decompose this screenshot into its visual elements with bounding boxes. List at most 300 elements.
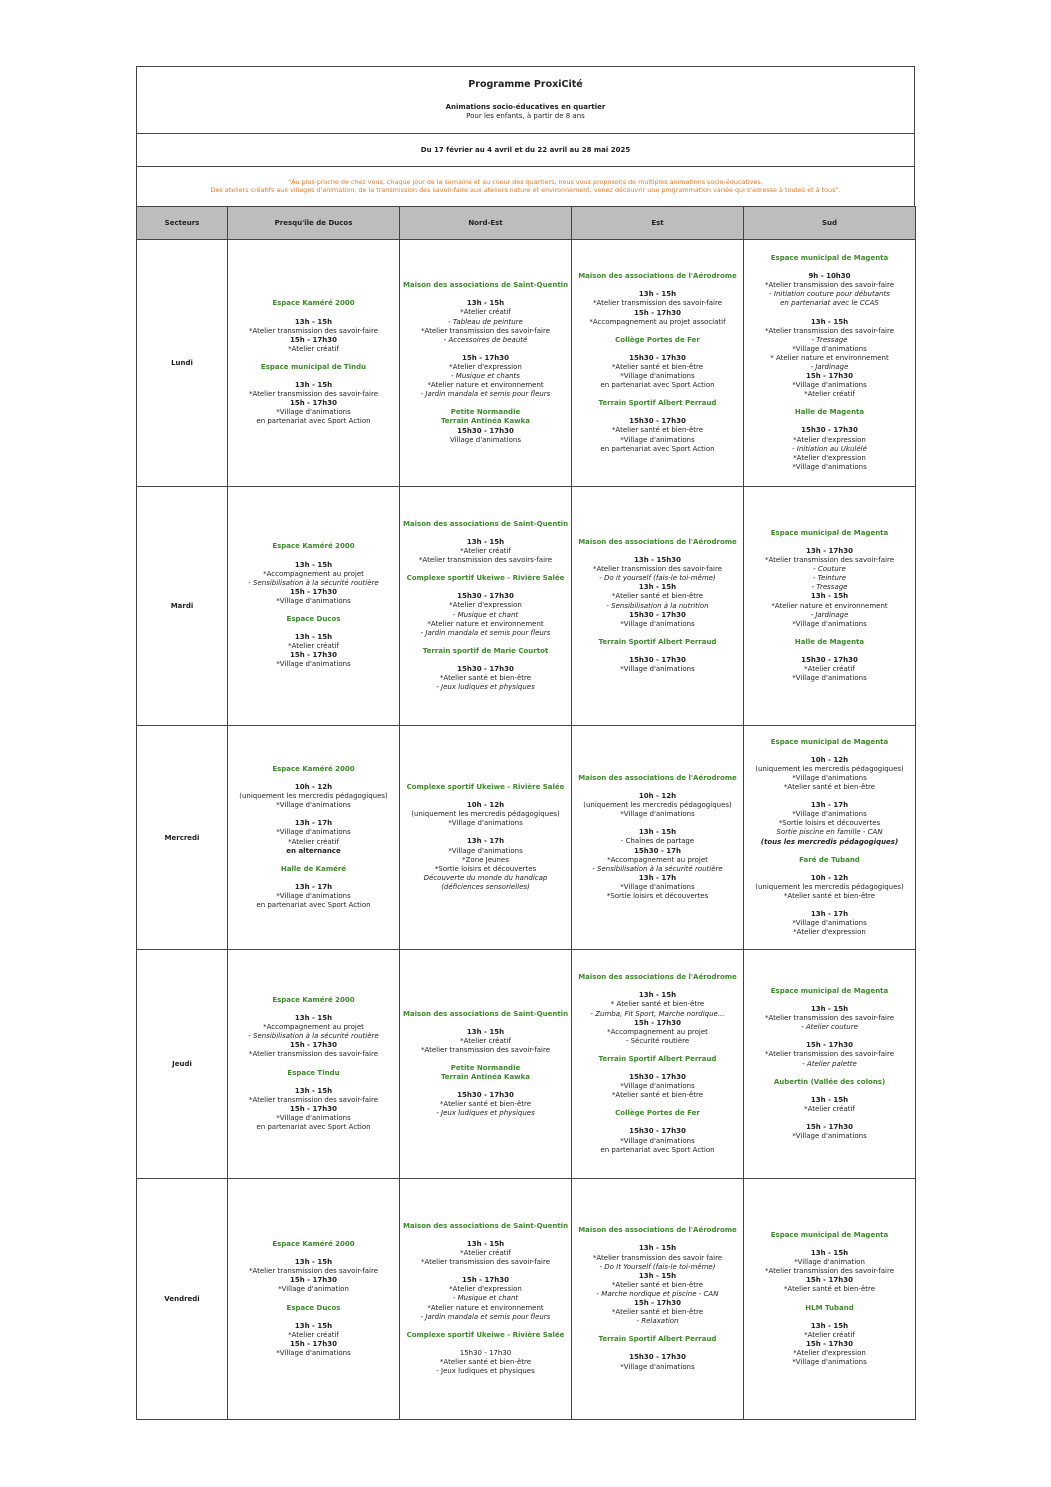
venue-name: Petite Normandie bbox=[450, 1063, 521, 1072]
spacer bbox=[745, 865, 914, 874]
activity-detail: - Tableau de peinture bbox=[448, 317, 523, 326]
spacer bbox=[401, 1082, 570, 1091]
activity-line: *Atelier d'expression bbox=[793, 928, 866, 937]
time-slot: 13h - 15h bbox=[638, 290, 677, 299]
activity-line: *Atelier créatif bbox=[288, 642, 339, 651]
audience-text: Pour les enfants, à partir de 8 ans bbox=[466, 112, 585, 120]
time-slot: 13h - 15h bbox=[466, 1027, 505, 1036]
spacer bbox=[229, 774, 398, 783]
column-header-ducos: Presqu'île de Ducos bbox=[228, 207, 400, 240]
time-slot: 15h30 - 17h bbox=[634, 846, 681, 855]
spacer bbox=[745, 417, 914, 426]
activity-line: *Village d'animations bbox=[276, 408, 351, 417]
activity-line: *Village d'animations bbox=[620, 810, 695, 819]
time-slot: 13h - 15h bbox=[638, 583, 677, 592]
time-slot: 15h - 17h30 bbox=[290, 587, 337, 596]
activity-detail: - Sensibilisation à la sécurité routière bbox=[248, 1032, 379, 1041]
day-row bbox=[137, 950, 916, 1179]
column-header-sud: Sud bbox=[744, 207, 916, 240]
spacer bbox=[573, 629, 742, 638]
time-slot: 15h30 - 17h30 bbox=[629, 417, 686, 426]
activity-line: *Village d'animations bbox=[792, 1131, 867, 1140]
activity-line: *Village d'animation bbox=[794, 1258, 865, 1267]
venue-name: Espace Kaméré 2000 bbox=[272, 542, 355, 551]
spacer bbox=[573, 819, 742, 828]
spacer bbox=[745, 1295, 914, 1304]
time-slot: 15h30 - 17h30 bbox=[457, 592, 514, 601]
activity-detail: Découverte du monde du handicap bbox=[423, 873, 548, 882]
time-slot: 15h - 17h30 bbox=[634, 308, 681, 317]
activity-line: - Sécurité routière bbox=[625, 1036, 690, 1045]
time-slot: 15h - 17h30 bbox=[290, 399, 337, 408]
time-slot: 15h30 - 17h30 bbox=[457, 664, 514, 673]
time-slot: 13h - 15h bbox=[294, 633, 333, 642]
time-slot: 13h - 15h bbox=[638, 1271, 677, 1280]
schedule-cell bbox=[228, 487, 400, 726]
spacer bbox=[573, 647, 742, 656]
activity-line: *Atelier créatif bbox=[804, 1104, 855, 1113]
spacer bbox=[401, 1322, 570, 1331]
activity-line: *Atelier d'expression bbox=[449, 362, 522, 371]
activity-line: *Atelier transmission des savoirs-faire bbox=[418, 556, 553, 565]
activity-line: *Village d'animations bbox=[276, 1348, 351, 1357]
venue-name: Halle de Magenta bbox=[794, 408, 865, 417]
activity-line: *Village d'animations bbox=[792, 674, 867, 683]
activity-line: *Atelier nature et environnement bbox=[427, 1303, 544, 1312]
time-slot: 15h - 17h30 bbox=[806, 1276, 853, 1285]
spacer bbox=[401, 565, 570, 574]
title-block bbox=[136, 66, 915, 133]
activity-line: *Accompagnement au projet bbox=[263, 1023, 364, 1032]
venue-name: Espace Kaméré 2000 bbox=[272, 1240, 355, 1249]
activity-line: en partenariat avec Sport Action bbox=[256, 900, 371, 909]
activity-line: *Village d'animations bbox=[620, 372, 695, 381]
activity-detail: - Musique et chants bbox=[451, 372, 520, 381]
activity-line: en partenariat avec Sport Action bbox=[600, 1145, 715, 1154]
spacer bbox=[573, 547, 742, 556]
activity-line: *Village d'animations bbox=[276, 891, 351, 900]
column-header-nord-est: Nord-Est bbox=[400, 207, 572, 240]
activity-line: *Atelier transmission des savoir-faire bbox=[420, 1045, 551, 1054]
activity-line: 15h30 - 17h30 bbox=[459, 1348, 512, 1357]
venue-name: Complexe sportif Ukeiwe - Rivière Salée bbox=[406, 783, 565, 792]
date-range: Du 17 février au 4 avril et du 22 avril au 28 mai 2025 bbox=[420, 146, 631, 154]
activity-line: *Atelier créatif bbox=[460, 547, 511, 556]
activity-line: *Atelier créatif bbox=[288, 837, 339, 846]
activity-line: *Atelier transmission des savoir-faire bbox=[764, 1014, 895, 1023]
activity-detail: - Do It Yourself (fais-le toi-même) bbox=[599, 1262, 716, 1271]
activity-line: *Village d'animations bbox=[620, 1362, 695, 1371]
time-slot: 15h30 - 17h30 bbox=[629, 1353, 686, 1362]
spacer bbox=[229, 606, 398, 615]
time-slot: 15h - 17h30 bbox=[290, 651, 337, 660]
spacer bbox=[573, 1344, 742, 1353]
spacer bbox=[745, 1313, 914, 1322]
time-slot: 15h - 17h30 bbox=[634, 1299, 681, 1308]
schedule-cell bbox=[228, 726, 400, 950]
time-slot: 13h - 15h bbox=[294, 317, 333, 326]
venue-name: Espace municipal de Magenta bbox=[770, 1230, 889, 1239]
activity-line: *Village d'animations bbox=[620, 435, 695, 444]
venue-name: Espace Kaméré 2000 bbox=[272, 764, 355, 773]
time-slot: 15h - 17h30 bbox=[290, 1041, 337, 1050]
page-title: Programme ProxiCité bbox=[468, 79, 583, 90]
activity-line: *Atelier santé et bien-être bbox=[439, 1357, 532, 1366]
venue-name: Terrain Antinéa Kawka bbox=[440, 1073, 531, 1082]
spacer bbox=[401, 345, 570, 354]
time-slot: 15h - 17h30 bbox=[806, 372, 853, 381]
day-label: Lundi bbox=[137, 240, 228, 487]
header-row bbox=[137, 207, 916, 240]
activity-line: *Atelier créatif bbox=[460, 1249, 511, 1258]
spacer bbox=[745, 1032, 914, 1041]
activity-detail: - Musique et chant bbox=[452, 1294, 519, 1303]
activity-line: * Atelier santé et bien-être bbox=[610, 1000, 705, 1009]
activity-detail: - Atelier couture bbox=[801, 1023, 858, 1032]
activity-line: *Village d'animations bbox=[620, 1136, 695, 1145]
schedule-cell bbox=[572, 1179, 744, 1420]
time-slot: 15h - 17h30 bbox=[290, 335, 337, 344]
spacer bbox=[229, 1005, 398, 1014]
time-slot: 13h - 17h bbox=[294, 819, 333, 828]
day-label: Mardi bbox=[137, 487, 228, 726]
venue-name: Maison des associations de Saint-Quentin bbox=[402, 1221, 569, 1230]
activity-line: *Atelier transmission des savoir-faire bbox=[248, 326, 379, 335]
schedule-cell bbox=[572, 240, 744, 487]
column-header-secteurs: Secteurs bbox=[137, 207, 228, 240]
activity-detail: - Sensibilisation à la sécurité routière bbox=[592, 864, 723, 873]
venue-name: Espace municipal de Magenta bbox=[770, 254, 889, 263]
activity-line: *Atelier d'expression bbox=[449, 1285, 522, 1294]
schedule-cell bbox=[400, 487, 572, 726]
spacer bbox=[745, 996, 914, 1005]
time-slot: 13h - 17h bbox=[810, 801, 849, 810]
activity-line: *Atelier d'expression bbox=[793, 1348, 866, 1357]
time-slot: 13h - 15h bbox=[294, 1086, 333, 1095]
venue-name: Espace municipal de Magenta bbox=[770, 986, 889, 995]
spacer bbox=[401, 583, 570, 592]
activity-line: *Village d'animations bbox=[620, 882, 695, 891]
time-slot: 15h - 17h30 bbox=[290, 1104, 337, 1113]
spacer bbox=[745, 538, 914, 547]
activity-line: *Atelier transmission des savoir-faire bbox=[592, 565, 723, 574]
spacer bbox=[573, 1100, 742, 1109]
activity-line: *Atelier nature et environnement bbox=[427, 619, 544, 628]
activity-line: *Atelier santé et bien-être bbox=[783, 783, 876, 792]
activity-detail: en partenariat avec le CCAS bbox=[780, 299, 879, 308]
venue-name: Terrain Sportif Albert Perraud bbox=[598, 399, 717, 408]
venue-name: Faré de Tuband bbox=[799, 855, 860, 864]
activity-detail: - Accessoires de beauté bbox=[443, 335, 528, 344]
time-slot: 15h30 - 17h30 bbox=[629, 1127, 686, 1136]
activity-detail: - Initiation au Ukulélé bbox=[792, 444, 867, 453]
time-slot: en alternance bbox=[286, 846, 341, 855]
spacer bbox=[401, 656, 570, 665]
activity-detail: - Do it yourself (fais-le toi-même) bbox=[599, 574, 716, 583]
schedule-cell bbox=[228, 950, 400, 1179]
intro-line: "Au plus proche de chez vous, chaque jour de la semaine et au coeur des quartiers, nous vous proposons de multiples animations socio-éducatives. bbox=[288, 178, 763, 186]
activity-detail: - Tressage bbox=[811, 583, 848, 592]
schedule-cell bbox=[400, 240, 572, 487]
spacer bbox=[229, 354, 398, 363]
spacer bbox=[229, 874, 398, 883]
venue-name: Petite Normandie bbox=[450, 408, 521, 417]
spacer bbox=[573, 1064, 742, 1073]
activity-detail: - Jardin mandala et semis pour fleurs bbox=[420, 1312, 551, 1321]
time-slot: 13h - 15h bbox=[294, 1014, 333, 1023]
activity-detail: - Jardinage bbox=[810, 610, 849, 619]
column-header-est: Est bbox=[572, 207, 744, 240]
schedule-table bbox=[136, 206, 916, 1420]
venue-name: Maison des associations de l'Aérodrome bbox=[578, 973, 737, 982]
venue-name: Maison des associations de l'Aérodrome bbox=[578, 773, 737, 782]
time-slot: 15h - 17h30 bbox=[806, 1041, 853, 1050]
spacer bbox=[745, 901, 914, 910]
spacer bbox=[229, 624, 398, 633]
activity-line: *Atelier santé et bien-être bbox=[611, 1091, 704, 1100]
activity-line: *Village d'animations bbox=[620, 619, 695, 628]
activity-note: (tous les mercredis pédagogiques) bbox=[760, 837, 899, 846]
activity-line: (uniquement les mercredis pédagogiques) bbox=[239, 792, 388, 801]
intro-block bbox=[136, 166, 915, 206]
dates-block bbox=[136, 133, 915, 166]
venue-name: Espace municipal de Magenta bbox=[770, 737, 889, 746]
activity-detail: (déficiences sensorielles) bbox=[441, 882, 530, 891]
activity-line: *Atelier santé et bien-être bbox=[611, 592, 704, 601]
time-slot: 15h30 - 17h30 bbox=[629, 353, 686, 362]
time-slot: 13h - 15h bbox=[638, 991, 677, 1000]
spacer bbox=[745, 263, 914, 272]
activity-detail: - Jardin mandala et semis pour fleurs bbox=[420, 628, 551, 637]
activity-line: (uniquement les mercredis pédagogiques) bbox=[411, 810, 560, 819]
spacer bbox=[573, 1118, 742, 1127]
venue-name: Maison des associations de Saint-Quentin bbox=[402, 519, 569, 528]
activity-line: *Atelier transmission des savoir-faire bbox=[764, 556, 895, 565]
activity-line: *Village d'animations bbox=[276, 660, 351, 669]
day-label: Jeudi bbox=[137, 950, 228, 1179]
time-slot: 13h - 15h bbox=[466, 299, 505, 308]
spacer bbox=[573, 1046, 742, 1055]
venue-name: Terrain sportif de Marie Courtot bbox=[422, 646, 549, 655]
venue-name: Espace Kaméré 2000 bbox=[272, 299, 355, 308]
activity-line: *Sortie loisirs et découvertes bbox=[606, 891, 709, 900]
activity-detail: Sortie piscine en famille - CAN bbox=[776, 828, 883, 837]
schedule-cell bbox=[744, 950, 916, 1179]
activity-line: *Village d'animations bbox=[792, 773, 867, 782]
spacer bbox=[745, 747, 914, 756]
activity-line: *Sortie loisirs et découvertes bbox=[778, 819, 881, 828]
venue-name: Collège Portes de Fer bbox=[615, 1109, 700, 1118]
activity-line: Village d'animations bbox=[450, 435, 521, 444]
schedule-cell bbox=[228, 1179, 400, 1420]
activity-detail: - Jeux ludiques et physiques bbox=[436, 1109, 535, 1118]
activity-detail: - Sensibilisation à la sécurité routière bbox=[248, 578, 379, 587]
spacer bbox=[401, 399, 570, 408]
day-row bbox=[137, 487, 916, 726]
time-slot: 10h - 12h bbox=[810, 755, 849, 764]
time-slot: 13h - 17h bbox=[638, 873, 677, 882]
intro-line: Des ateliers créatifs aux villages d'animation, de la transmission des savoir-faire aux ateliers nature et environnement, venez découvrir une programmation variée qui s'adresse à toutes et à tous". bbox=[210, 186, 841, 194]
venue-name: Espace Ducos bbox=[286, 1303, 341, 1312]
activity-line: *Atelier transmission des savoir-faire bbox=[420, 326, 551, 335]
activity-detail: - Jardinage bbox=[810, 363, 849, 371]
activity-line: (uniquement les mercredis pédagogiques) bbox=[583, 801, 732, 810]
activity-detail: - Musique et chant bbox=[452, 610, 519, 619]
schedule-cell bbox=[744, 487, 916, 726]
activity-line: *Atelier nature et environnement bbox=[427, 381, 544, 390]
venue-name: Terrain Sportif Albert Perraud bbox=[598, 1335, 717, 1344]
schedule-cell bbox=[744, 240, 916, 487]
spacer bbox=[401, 529, 570, 538]
activity-detail: - Teinture bbox=[812, 574, 847, 583]
activity-line: *Village d'animations bbox=[448, 846, 523, 855]
activity-detail: - Zumba, Fit Sport, Marche nordique... bbox=[590, 1009, 725, 1018]
venue-name: Espace municipal de Magenta bbox=[770, 528, 889, 537]
spacer bbox=[229, 1078, 398, 1087]
activity-line: *Accompagnement au projet associatif bbox=[589, 317, 726, 326]
venue-name: Maison des associations de l'Aérodrome bbox=[578, 272, 737, 281]
time-slot: 10h - 12h bbox=[810, 873, 849, 882]
activity-line: *Atelier transmission des savoir-faire bbox=[764, 326, 895, 335]
time-slot: 15h - 17h30 bbox=[462, 1276, 509, 1285]
spacer bbox=[401, 1267, 570, 1276]
time-slot: 15h30 - 17h30 bbox=[457, 1091, 514, 1100]
activity-line: *Atelier créatif bbox=[288, 1330, 339, 1339]
programme-sheet bbox=[136, 66, 915, 1420]
time-slot: 13h - 15h bbox=[294, 381, 333, 390]
activity-line: *Atelier d'expression bbox=[449, 601, 522, 610]
time-slot: 13h - 15h bbox=[294, 1321, 333, 1330]
spacer bbox=[229, 309, 398, 318]
venue-name: Halle de Magenta bbox=[794, 637, 865, 646]
schedule-cell bbox=[400, 950, 572, 1179]
activity-line: *Atelier santé et bien-être bbox=[611, 1280, 704, 1289]
activity-line: *Atelier créatif bbox=[460, 308, 511, 317]
spacer bbox=[745, 1240, 914, 1249]
spacer bbox=[401, 1055, 570, 1064]
spacer bbox=[745, 1087, 914, 1096]
schedule-cell bbox=[572, 487, 744, 726]
spacer bbox=[745, 792, 914, 801]
venue-name: Maison des associations de l'Aérodrome bbox=[578, 537, 737, 546]
activity-line: *Atelier transmission des savoir-faire bbox=[248, 1050, 379, 1059]
activity-line: *Accompagnement au projet bbox=[263, 569, 364, 578]
activity-line: *Atelier transmission des savoir-faire bbox=[592, 299, 723, 308]
activity-line: *Atelier santé et bien-être bbox=[611, 426, 704, 435]
time-slot: 10h - 12h bbox=[466, 801, 505, 810]
time-slot: 13h - 17h bbox=[466, 837, 505, 846]
venue-name: Espace Ducos bbox=[286, 615, 341, 624]
activity-line: *Atelier transmission des savoir-faire bbox=[764, 1050, 895, 1059]
activity-line: *Atelier transmission des savoir-faire bbox=[248, 390, 379, 399]
time-slot: 15h - 17h30 bbox=[290, 1339, 337, 1348]
time-slot: 13h - 15h30 bbox=[634, 556, 681, 565]
spacer bbox=[573, 390, 742, 399]
time-slot: 15h - 17h30 bbox=[290, 1276, 337, 1285]
activity-line: *Atelier créatif bbox=[804, 1330, 855, 1339]
spacer bbox=[745, 309, 914, 318]
time-slot: 15h30 - 17h30 bbox=[801, 655, 858, 664]
activity-detail: - Initiation couture pour débutants bbox=[769, 290, 890, 299]
activity-detail: - Jardin mandala et semis pour fleurs bbox=[420, 390, 551, 399]
spacer bbox=[401, 290, 570, 299]
activity-line: *Atelier transmission des savoir-faire bbox=[420, 1258, 551, 1267]
activity-line: en partenariat avec Sport Action bbox=[256, 417, 371, 426]
time-slot: 13h - 15h bbox=[294, 1258, 333, 1267]
activity-detail: - Couture bbox=[813, 565, 846, 574]
venue-name: Collège Portes de Fer bbox=[615, 335, 700, 344]
activity-line: *Atelier créatif bbox=[804, 664, 855, 673]
spacer bbox=[229, 1295, 398, 1304]
time-slot: 15h - 17h30 bbox=[634, 1018, 681, 1027]
activity-line: *Village d'animations bbox=[620, 664, 695, 673]
time-slot: 15h30 - 17h30 bbox=[629, 1073, 686, 1082]
activity-line: *Village d'animations bbox=[792, 1357, 867, 1366]
schedule-cell bbox=[400, 1179, 572, 1420]
venue-name: Terrain Antinéa Kawka bbox=[440, 417, 531, 426]
activity-line: *Village d'animation bbox=[278, 1285, 349, 1294]
venue-name: Halle de Kaméré bbox=[280, 864, 347, 873]
page-subtitle: Animations socio-éducatives en quartier bbox=[445, 103, 606, 111]
schedule-cell bbox=[744, 726, 916, 950]
activity-detail: - Jeux ludiques et physiques bbox=[436, 683, 535, 692]
spacer bbox=[401, 1019, 570, 1028]
venue-name: Espace Kaméré 2000 bbox=[272, 995, 355, 1004]
time-slot: 13h - 15h bbox=[466, 1239, 505, 1248]
schedule-cell bbox=[572, 950, 744, 1179]
venue-name: Maison des associations de l'Aérodrome bbox=[578, 1226, 737, 1235]
spacer bbox=[573, 783, 742, 792]
time-slot: 15h - 17h30 bbox=[462, 353, 509, 362]
activity-line: *Atelier créatif bbox=[288, 344, 339, 353]
spacer bbox=[745, 847, 914, 856]
time-slot: 10h - 12h bbox=[638, 792, 677, 801]
spacer bbox=[401, 792, 570, 801]
time-slot: 15h30 - 17h30 bbox=[801, 426, 858, 435]
activity-line: en partenariat avec Sport Action bbox=[600, 381, 715, 390]
spacer bbox=[229, 552, 398, 561]
activity-line: *Atelier créatif bbox=[804, 390, 855, 399]
spacer bbox=[745, 399, 914, 408]
time-slot: 15h30 - 17h30 bbox=[629, 655, 686, 664]
activity-line: *Village d'animations bbox=[792, 344, 867, 353]
time-slot: 15h30 - 17h30 bbox=[457, 426, 514, 435]
venue-name: Terrain Sportif Albert Perraud bbox=[598, 637, 717, 646]
time-slot: 13h - 15h bbox=[810, 1321, 849, 1330]
activity-line: *Zone Jeunes bbox=[462, 855, 509, 864]
spacer bbox=[229, 372, 398, 381]
spacer bbox=[745, 1114, 914, 1123]
venue-name: Complexe sportif Ukeiwe - Rivière Salée bbox=[406, 574, 565, 583]
time-slot: 10h - 12h bbox=[294, 783, 333, 792]
activity-line: * Atelier nature et environnement bbox=[770, 353, 889, 362]
venue-name: Maison des associations de Saint-Quentin bbox=[402, 1009, 569, 1018]
activity-line: *Village d'animations bbox=[448, 819, 523, 828]
activity-line: *Village d'animations bbox=[792, 810, 867, 819]
activity-detail: - Relaxation bbox=[636, 1317, 679, 1326]
schedule-cell bbox=[744, 1179, 916, 1420]
venue-name: HLM Tuband bbox=[805, 1303, 854, 1312]
spacer bbox=[573, 281, 742, 290]
schedule-cell bbox=[228, 240, 400, 487]
activity-detail: - Tressage bbox=[811, 335, 848, 344]
time-slot: 15h - 17h30 bbox=[806, 1339, 853, 1348]
activity-line: (uniquement les mercredis pédagogiques) bbox=[755, 882, 904, 891]
activity-line: *Atelier créatif bbox=[460, 1036, 511, 1045]
activity-line: *Atelier santé et bien-être bbox=[439, 1100, 532, 1109]
activity-line: en partenariat avec Sport Action bbox=[256, 1122, 371, 1131]
venue-name: Aubertin (Vallée des colons) bbox=[773, 1077, 886, 1086]
